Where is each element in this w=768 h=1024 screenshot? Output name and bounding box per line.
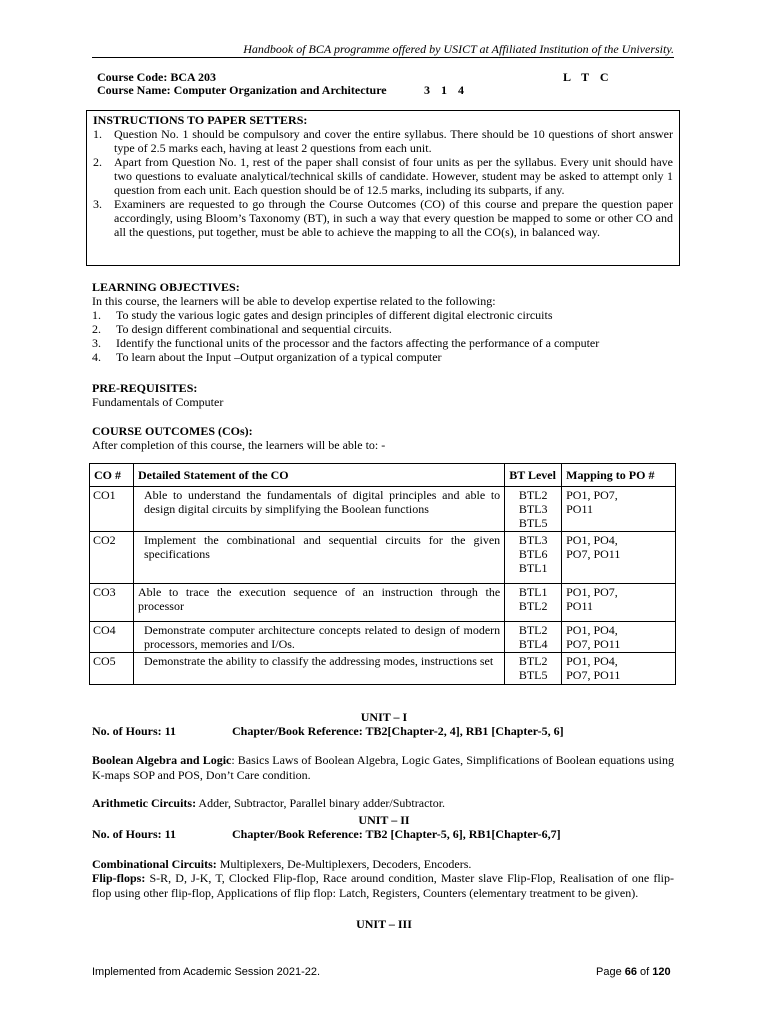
table-row [90, 584, 676, 622]
co-code: CO4 [90, 622, 134, 653]
course-outcomes [92, 424, 385, 452]
header-bt-level: BT Level [505, 464, 562, 487]
item-number: 1. [93, 127, 102, 141]
learning-objectives-title: LEARNING OBJECTIVES: [92, 280, 240, 294]
prerequisites-text: Fundamentals of Computer [92, 395, 224, 409]
item-text: To learn about the Input –Output organization of a typical computer [116, 350, 442, 364]
ltc-values: 3 1 4 [424, 83, 464, 97]
page-total: 120 [652, 966, 671, 978]
course-outcomes-title: COURSE OUTCOMES (COs): [92, 424, 253, 438]
po-mapping: PO1, PO7, PO11 [562, 584, 676, 622]
table-row [90, 487, 676, 532]
header-co: CO # [90, 464, 134, 487]
co-code: CO5 [90, 653, 134, 685]
ltc-label: L T C [563, 70, 609, 84]
header-statement: Detailed Statement of the CO [133, 464, 504, 487]
footer-page-number [596, 966, 671, 978]
co-code: CO3 [90, 584, 134, 622]
bt-level: BTL2 BTL5 [505, 653, 562, 685]
po-mapping: PO1, PO4, PO7, PO11 [562, 653, 676, 685]
instruction-item [93, 127, 673, 155]
topic-text: : Basics Laws of Boolean Algebra, Logic Gates, Simplifications of Boolean equations using K-maps SOP and POS, Don’t Care condition. [92, 753, 674, 782]
table-header-row [90, 464, 676, 487]
bt-level: BTL1 BTL2 [505, 584, 562, 622]
learning-objectives-intro: In this course, the learners will be able to develop expertise related to the following: [92, 294, 496, 308]
co-statement: Demonstrate the ability to classify the addressing modes, instructions set [133, 653, 504, 685]
header-rule [92, 57, 674, 58]
co-table [89, 463, 676, 685]
objective-item [92, 350, 680, 364]
unit-2-title: UNIT – II [358, 813, 410, 827]
objective-item [92, 336, 680, 350]
instructions-box [86, 110, 680, 266]
item-number: 3. [93, 197, 102, 211]
topic-text: Adder, Subtractor, Parallel binary adder/Subtractor. [196, 796, 446, 810]
topic-label: Flip-flops: [92, 871, 146, 885]
footer-session: Implemented from Academic Session 2021-22. [92, 966, 321, 978]
course-name: Course Name: Computer Organization and Architecture [97, 83, 387, 97]
unit-1-reference: Chapter/Book Reference: TB2[Chapter-2, 4], RB1 [Chapter-5, 6] [232, 724, 564, 738]
bt-level: BTL2 BTL4 [505, 622, 562, 653]
item-number: 3. [92, 336, 101, 350]
page-current: 66 [624, 966, 637, 978]
table-row [90, 653, 676, 685]
objective-item [92, 308, 680, 322]
header-mapping: Mapping to PO # [562, 464, 676, 487]
instructions-list [93, 127, 673, 239]
unit-2-combinational-circuits [92, 857, 674, 872]
item-text: To study the various logic gates and design principles of different digital electronic circuits [116, 308, 553, 322]
table-row [90, 532, 676, 584]
unit-2-hours: No. of Hours: 11 [92, 827, 176, 841]
unit-1-arithmetic-circuits [92, 796, 674, 811]
item-number: 1. [92, 308, 101, 322]
page-of: of [637, 966, 653, 978]
prerequisites-title: PRE-REQUISITES: [92, 381, 198, 395]
po-mapping: PO1, PO7, PO11 [562, 487, 676, 532]
topic-label: Arithmetic Circuits: [92, 796, 197, 810]
po-mapping: PO1, PO4, PO7, PO11 [562, 532, 676, 584]
po-mapping: PO1, PO4, PO7, PO11 [562, 622, 676, 653]
co-statement: Able to understand the fundamentals of digital principles and able to design digital circuits by simplifying the Boolean functions [133, 487, 504, 532]
unit-2-reference: Chapter/Book Reference: TB2 [Chapter-5, 6], RB1[Chapter-6,7] [232, 827, 561, 841]
unit-3-title: UNIT – III [356, 917, 412, 931]
item-number: 4. [92, 350, 101, 364]
unit-1-title: UNIT – I [360, 710, 408, 724]
course-outcomes-intro: After completion of this course, the learners will be able to: - [92, 438, 386, 452]
item-text: Identify the functional units of the processor and the factors affecting the performance of a computer [116, 336, 600, 350]
learning-objectives [92, 280, 680, 364]
co-statement: Able to trace the execution sequence of an instruction through the processor [133, 584, 504, 622]
co-statement: Demonstrate computer architecture concepts related to design of modern processors, memories and I/Os. [133, 622, 504, 653]
item-text: Apart from Question No. 1, rest of the paper shall consist of four units as per the syllabus. Every unit should have two questions to evaluate analytical/technical skills of candidate. However, student may be asked to attempt only 1 question from each unit. Each question should be of 12.5 marks, including its subparts, if any. [114, 155, 673, 197]
bt-level: BTL3 BTL6 BTL1 [505, 532, 562, 584]
item-text: To design different combinational and sequential circuits. [116, 322, 392, 336]
topic-label: Combinational Circuits: [92, 857, 217, 871]
co-code: CO1 [90, 487, 134, 532]
running-header: Handbook of BCA programme offered by USICT at Affiliated Institution of the University. [243, 42, 674, 56]
table-row [90, 622, 676, 653]
page-prefix: Page [596, 966, 625, 978]
topic-text: S-R, D, J-K, T, Clocked Flip-flop, Race around condition, Master slave Flip-Flop, Realisation of one flip-flop using other flip-flop, Applications of flip flop: Latch, Registers, Counters (elementary treatment to be given). [92, 871, 674, 900]
item-text: Examiners are requested to go through the Course Outcomes (CO) of this course and prepare the question paper accordingly, using Bloom’s Taxonomy (BT), in such a way that every question be mapped to some or other CO and all the questions, put together, must be able to achieve the mapping to all the CO(s), in balanced way. [114, 197, 673, 239]
objective-item [92, 322, 680, 336]
co-statement: Implement the combinational and sequential circuits for the given specifications [133, 532, 504, 584]
course-code: Course Code: BCA 203 [97, 70, 216, 84]
instruction-item [93, 197, 673, 239]
unit-1-boolean-algebra [92, 753, 674, 783]
unit-1-hours: No. of Hours: 11 [92, 724, 176, 738]
topic-text: Multiplexers, De-Multiplexers, Decoders, Encoders. [216, 857, 472, 871]
instructions-title: INSTRUCTIONS TO PAPER SETTERS: [93, 113, 308, 127]
objectives-list [92, 308, 680, 364]
bt-level: BTL2 BTL3 BTL5 [505, 487, 562, 532]
unit-2-flip-flops [92, 871, 674, 901]
item-number: 2. [92, 322, 101, 336]
item-text: Question No. 1 should be compulsory and cover the entire syllabus. There should be 10 questions of short answer type of 2.5 marks each, having at least 2 questions from each unit. [114, 127, 673, 155]
item-number: 2. [93, 155, 102, 169]
prerequisites [92, 381, 223, 409]
co-code: CO2 [90, 532, 134, 584]
topic-label: Boolean Algebra and Logic [92, 753, 232, 767]
instruction-item [93, 155, 673, 197]
